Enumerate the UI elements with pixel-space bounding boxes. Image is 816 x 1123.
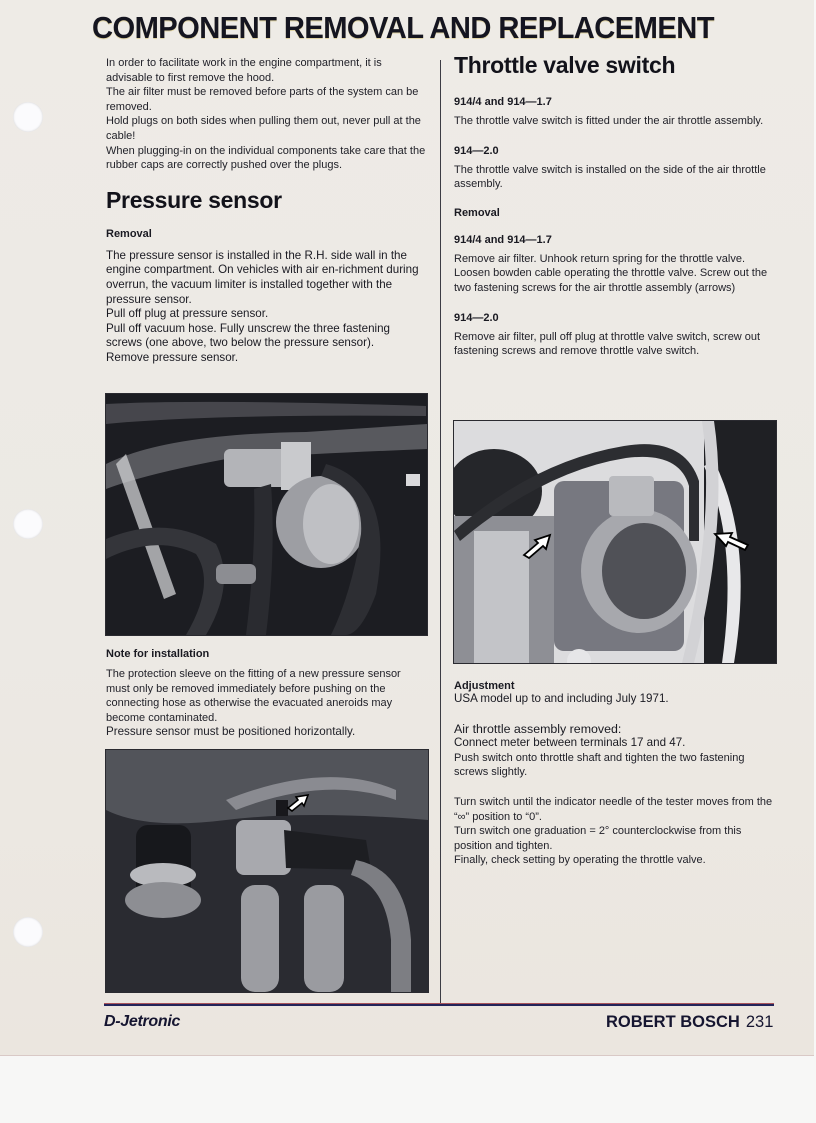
footer-publisher (606, 1013, 773, 1032)
removal-paragraph: Pull off plug at pressure sensor. (106, 307, 269, 321)
adjustment-line: Turn switch until the indicator needle of the tester moves from the “∞” position to “0”. (454, 795, 773, 823)
adjustment-line: Finally, check setting by operating the throttle valve. (454, 854, 706, 867)
removal-paragraph: The pressure sensor is installed in the R.H. side wall in the engine compartment. On vehicles with air en-richment during overrun, the vacuum limiter is installed together with the pressure sensor. (106, 248, 419, 306)
variant-text: The throttle valve switch is fitted under the air throttle assembly. (454, 115, 764, 127)
installation-note-heading: Note for installation (106, 648, 210, 660)
note-paragraph: The protection sleeve on the fitting of a new pressure sensor must only be removed immediately before pushing on the connecting hose as otherwise the evacuated aneroids may become contaminated. (106, 668, 401, 724)
adjustment-heading: Adjustment (454, 680, 515, 692)
adjustment-line: Turn switch one graduation = 2° counterclockwise from this position and tighten. (454, 825, 742, 852)
throttle-assembly-photo (453, 420, 777, 664)
arrow-icon (286, 788, 322, 812)
removal-paragraph: Remove pressure sensor. (106, 350, 239, 364)
adjustment-block-2 (454, 795, 774, 868)
pressure-sensor-removal-heading: Removal (106, 227, 152, 240)
adjustment-line: Connect meter between terminals 17 and 47. (454, 736, 686, 750)
engine-compartment-photo (105, 749, 429, 993)
pressure-sensor-heading: Pressure sensor (106, 186, 282, 213)
removal-paragraph: Pull off vacuum hose. Fully unscrew the three fastening screws (one above, two below the pressure sensor). (106, 321, 390, 350)
intro-paragraph: Hold plugs on both sides when pulling them out, never pull at the cable! (106, 115, 421, 142)
throttle-valve-switch-heading: Throttle valve switch (454, 52, 676, 78)
removal-step-text: Remove air filter, pull off plug at throttle valve switch, screw out fastening screws and remove throttle valve switch. (454, 330, 761, 358)
removal-step-model: 914—2.0 (454, 311, 499, 324)
footer-rule (104, 1003, 774, 1006)
pressure-sensor-removal-text (106, 249, 426, 366)
note-paragraph: Pressure sensor must be positioned horizontally. (106, 725, 356, 739)
page-number: 231 (745, 1013, 774, 1031)
adjustment-block-1 (454, 722, 774, 780)
variant-text: The throttle valve switch is installed on the side of the air throttle assembly. (454, 163, 766, 191)
intro-paragraph: In order to facilitate work in the engine compartment, it is advisable to first remove the hood. (106, 57, 382, 84)
variant-model: 914/4 and 914—1.7 (454, 96, 552, 108)
intro-paragraph: When plugging-in on the individual components take care that the rubber caps are correctly pushed over the plugs. (106, 144, 426, 172)
page-title: COMPONENT REMOVAL AND REPLACEMENT (92, 10, 714, 45)
installation-note (106, 648, 426, 740)
column-divider (440, 60, 441, 1004)
arrow-icon (712, 527, 750, 553)
removal-step-model: 914/4 and 914—1.7 (454, 233, 552, 246)
binder-hole (13, 102, 43, 132)
adjustment-line: Air throttle assembly removed: (454, 721, 622, 736)
installation-note-text (106, 667, 426, 740)
adjustment-section (454, 680, 774, 868)
left-column (106, 56, 426, 366)
variant-model: 914—2.0 (454, 144, 499, 157)
intro-text (106, 56, 426, 173)
binder-hole (13, 509, 43, 539)
removal-step-text: Remove air filter. Unhook return spring for the throttle valve. Loosen bowden cable operating the throttle valve. Screw out the two fastening screws for the air throttle assembly (arrows) (454, 252, 768, 294)
adjustment-line: Push switch onto throttle shaft and tighten the two fastening screws slightly. (454, 751, 745, 779)
right-column (454, 52, 774, 359)
binder-hole (13, 917, 43, 947)
publisher-name: ROBERT BOSCH (606, 1013, 740, 1031)
intro-paragraph: The air filter must be removed before parts of the system can be removed. (106, 86, 419, 113)
throttle-removal-heading: Removal (454, 206, 500, 219)
footer-section-name: D-Jetronic (104, 1013, 181, 1030)
arrow-icon (522, 529, 560, 559)
adjustment-scope: USA model up to and including July 1971. (454, 692, 669, 705)
pressure-sensor-photo (105, 393, 428, 636)
